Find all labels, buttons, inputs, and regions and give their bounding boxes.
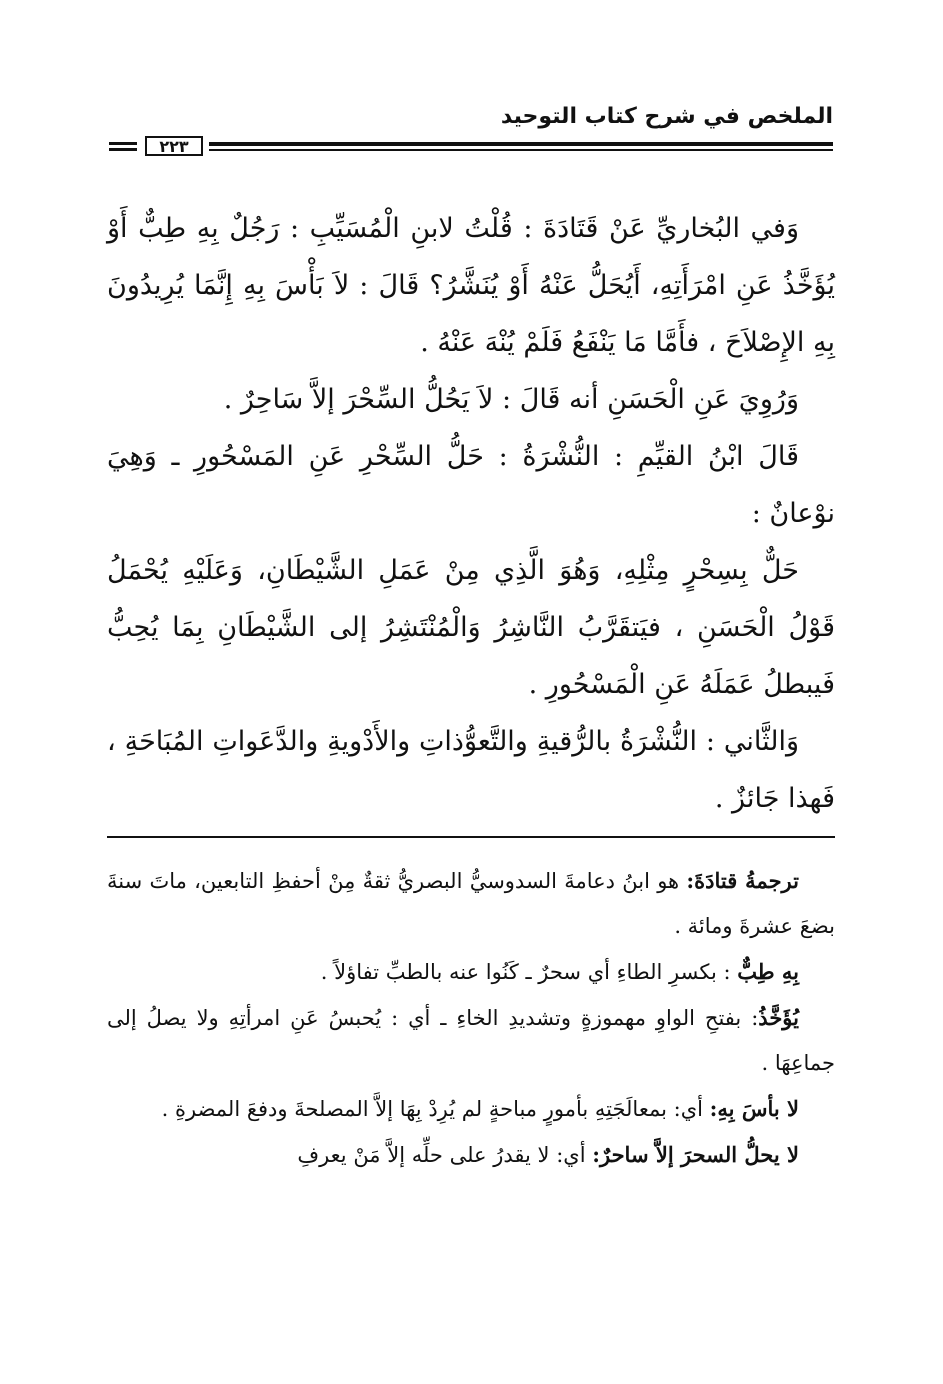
footnote-text: أي: لا يقدرُ على حلِّه إلاَّ مَنْ يعرفِ bbox=[297, 1143, 593, 1167]
book-title: الملخص في شرح كتاب التوحيد bbox=[500, 104, 833, 129]
footnote bbox=[107, 949, 835, 995]
double-rule-long bbox=[209, 142, 833, 151]
footnote-separator bbox=[107, 836, 835, 838]
footnote-term: ترجمةُ قتادَةَ: bbox=[686, 868, 799, 893]
main-text bbox=[107, 200, 835, 827]
footnote-text: أي: بمعالَجَتِهِ بأمورٍ مباحةٍ لم يُرِدْ بِهَا إلاَّ المصلحةَ ودفعَ المضرةِ . bbox=[161, 1097, 710, 1121]
page-number: ٢٢٣ bbox=[145, 136, 203, 156]
footnote bbox=[107, 1132, 835, 1178]
footnote-term: يُؤَخَّذُ bbox=[758, 1005, 799, 1030]
footnote-term: لا بأسَ بِهِ: bbox=[709, 1096, 799, 1121]
footnote-text: هو ابنُ دعامةَ السدوسيُّ البصريُّ ثقةٌ مِنْ أحفظِ التابعين، ماتَ سنةَ بضعَ عشرةَ ومائة . bbox=[107, 869, 835, 938]
footnote bbox=[107, 995, 835, 1086]
footnote-text: : بكسرِ الطاءِ أي سحرٌ ـ كَنُوا عنه بالطبِّ تفاؤلاً . bbox=[320, 960, 738, 984]
footnote-text: : بفتحِ الواوِ مهموزةٍ وتشديدِ الخاءِ ـ أي : يُحبسُ عَنِ امرأتِهِ ولا يصلُ إلى جماعِهَا . bbox=[107, 1006, 835, 1075]
footnote-term: لا يحلُّ السحرَ إلاَّ ساحرٌ: bbox=[592, 1142, 799, 1167]
footnote-term: بِهِ طِبٌّ bbox=[737, 959, 799, 984]
paragraph: وَالثَّاني : النُّشْرَةُ بالرُّقيةِ والتَّعوُّذاتِ والأَدْويةِ والدَّعَواتِ المُبَاحَةِ ، فَهذا جَائزٌ . bbox=[107, 726, 835, 814]
header-rule bbox=[109, 136, 833, 158]
paragraph: وَفي البُخاريِّ عَنْ قَتَادَةَ : قُلْتُ لابنِ الْمُسَيِّبِ : رَجُلٌ بِهِ طِبٌّ أَوْ يُؤَخَّذُ عَنِ امْرَأَتِهِ، أَيُحَلُّ عَنْهُ أَوْ يُنَشَّرُ؟ قَالَ : لاَ بَأْسَ بِهِ إِنَّمَا يُرِيدُونَ بِهِ الإِصْلاَحَ ، فأَمَّا مَا يَنْفَعُ فَلَمْ يُنْهَ عَنْهُ . bbox=[107, 213, 835, 358]
footnotes bbox=[107, 858, 835, 1178]
double-rule-short bbox=[109, 142, 137, 151]
paragraph: قَالَ ابْنُ القيِّمِ : النُّشْرَةُ : حَلُّ السِّحْرِ عَنِ المَسْحُورِ ـ وَهِيَ نوْعانٌ : bbox=[107, 441, 835, 529]
footnote bbox=[107, 1086, 835, 1132]
paragraph: وَرُوِيَ عَنِ الْحَسَنِ أنه قَالَ : لاَ يَحُلُّ السِّحْرَ إلاَّ سَاحِرٌ . bbox=[223, 384, 799, 415]
footnote bbox=[107, 858, 835, 949]
paragraph: حَلٌّ بِسِحْرٍ مِثْلِهِ، وَهُوَ الَّذِي مِنْ عَمَلِ الشَّيْطَانِ، وَعَلَيْهِ يُحْمَلُ قَوْلُ الْحَسَنِ ، فيَتقَرَّبُ النَّاشِرُ وَالْمُنْتَشِرُ إلى الشَّيْطَانِ بِمَا يُحِبُّ فَيبطلُ عَمَلَهُ عَنِ الْمَسْحُورِ . bbox=[107, 555, 835, 700]
